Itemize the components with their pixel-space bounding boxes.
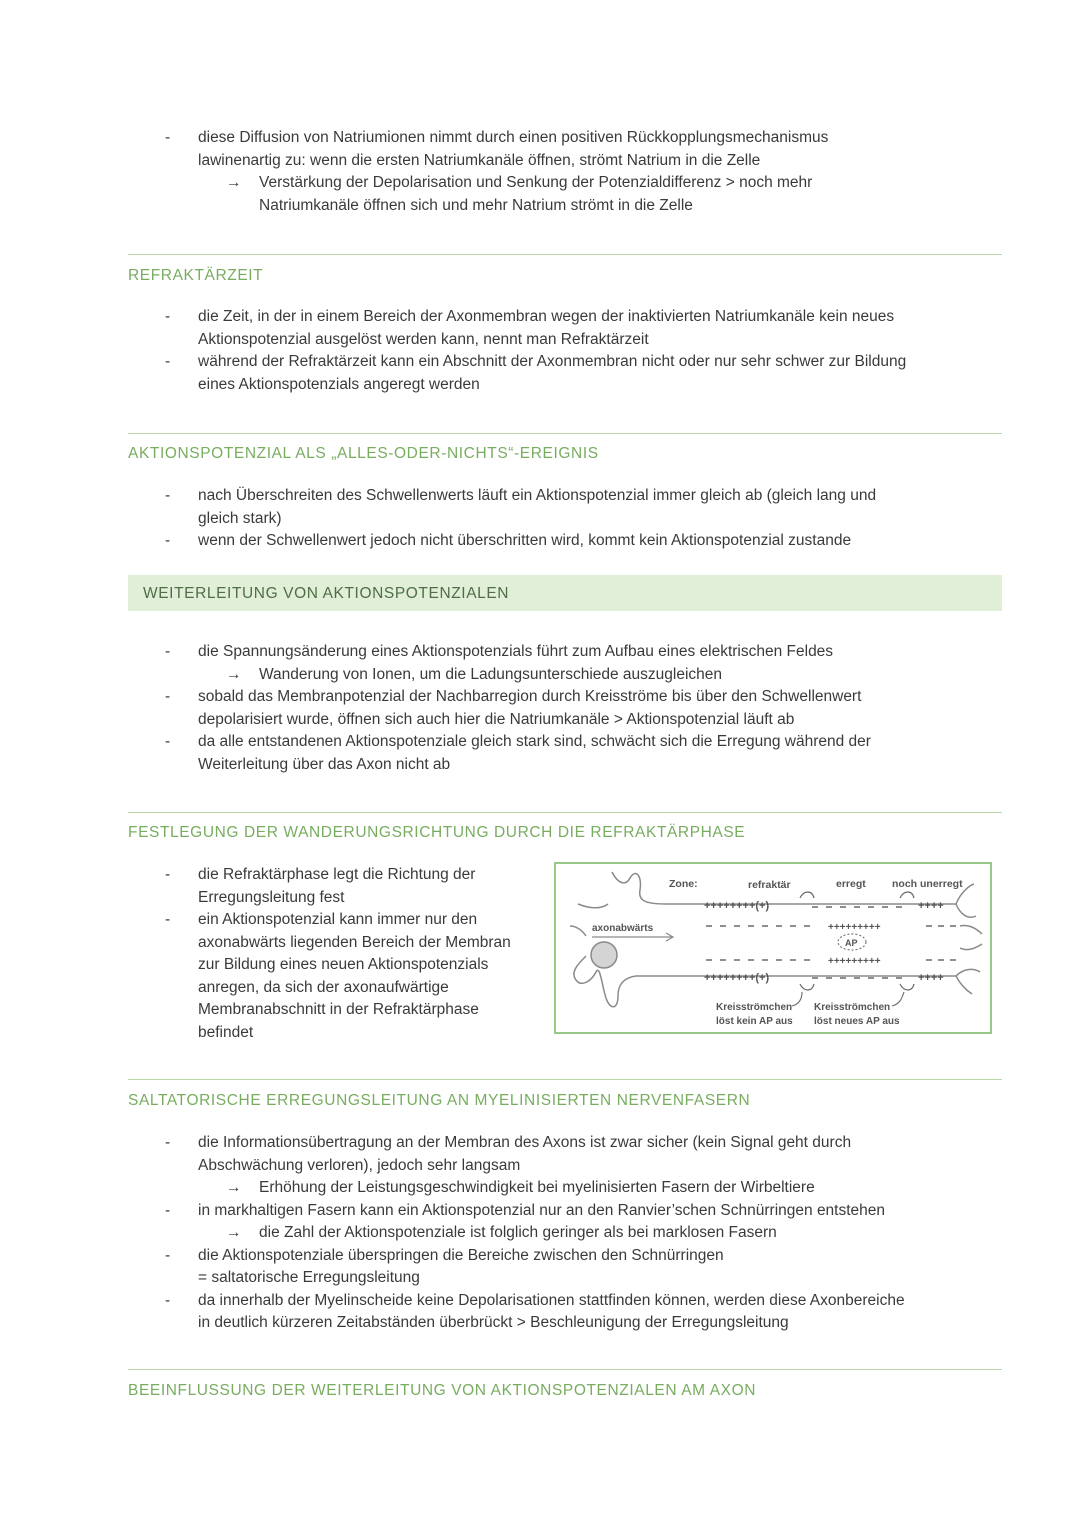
bullet-item xyxy=(0,530,1080,553)
inner-plus-charges-2: +++++++++ xyxy=(828,956,881,967)
bullet-dash: - xyxy=(165,688,171,705)
bullet-dash: - xyxy=(165,643,171,660)
bullet-item xyxy=(0,1245,1080,1268)
bullet-text: nach Überschreiten des Schwellenwerts läuft ein Aktionspotenzial immer gleich ab (gleich lang und xyxy=(198,487,877,504)
bullet-text: da innerhalb der Myelinscheide keine Depolarisationen stattfinden können, werden diese Axonbereiche xyxy=(198,1291,905,1309)
bullet-continuation xyxy=(0,754,1080,777)
bullet-dash: - xyxy=(165,487,171,504)
section-heading-alles-oder-nichts: AKTIONSPOTENZIAL ALS „ALLES-ODER-NICHTS“-EREIGNIS xyxy=(128,445,599,462)
section-heading-saltatorisch: SALTATORISCHE ERREGUNGSLEITUNG AN MYELINISIERTEN NERVENFASERN xyxy=(128,1092,751,1109)
bullet-dash: - xyxy=(165,1134,171,1151)
arrow-text: Wanderung von Ionen, um die Ladungsunterschiede auszugleichen xyxy=(259,665,723,683)
bullet-text: die Informationsübertragung an der Membran des Axons ist zwar sicher (kein Signal geht durch xyxy=(198,1134,852,1151)
inner-plus-charges: +++++++++ xyxy=(828,922,881,933)
bullet-dash: - xyxy=(165,866,171,883)
axon-illustration xyxy=(556,864,990,1032)
bullet-text: da alle entstandenen Aktionspotenziale gleich stark sind, schwächt sich die Erregung während der xyxy=(198,733,871,750)
arrow-continuation xyxy=(0,195,1080,218)
direction-arrow-icon xyxy=(592,933,673,941)
bullet-text: eines Aktionspotenzials angeregt werden xyxy=(198,375,480,393)
bullet-text: = saltatorische Erregungsleitung xyxy=(198,1269,420,1286)
bullet-text: gleich stark) xyxy=(198,509,282,527)
bullet-text: lawinenartig zu: wenn die ersten Natriumkanäle öffnen, strömt Natrium in die Zelle xyxy=(198,151,761,169)
refraktaerzeit-section xyxy=(0,306,1080,396)
bullet-text: diese Diffusion von Natriumionen nimmt durch einen positiven Rückkopplungsmechanismus xyxy=(198,129,829,146)
arrow-right-icon: → xyxy=(226,1179,242,1196)
saltatorisch-section xyxy=(0,1132,1080,1335)
circular-current-left-icon xyxy=(800,892,814,898)
bullet-text: Erregungsleitung fest xyxy=(198,888,345,906)
arrow-item xyxy=(0,1177,1080,1200)
bullet-text: wenn der Schwellenwert jedoch nicht überschritten wird, kommt kein Aktionspotenzial zustande xyxy=(198,532,852,549)
bullet-text: Abschwächung verloren), jedoch sehr langsam xyxy=(198,1156,521,1174)
bullet-text: anregen, da sich der axonaufwärtige xyxy=(198,978,449,996)
circular-current-bottom-left-icon xyxy=(800,984,814,990)
bullet-dash: - xyxy=(165,1291,171,1309)
bullet-text: die Aktionspotenziale überspringen die Bereiche zwischen den Schnürringen xyxy=(198,1246,724,1264)
bullet-text: befindet xyxy=(198,1023,254,1041)
bullet-continuation xyxy=(0,374,1080,397)
bullet-continuation xyxy=(0,1155,1080,1178)
bullet-text: die Refraktärphase legt die Richtung der xyxy=(198,866,476,883)
caption-right-line2: löst neues AP aus xyxy=(814,1016,900,1027)
bullet-text: zur Bildung eines neuen Aktionspotenzials xyxy=(198,956,489,973)
bullet-text: Weiterleitung über das Axon nicht ab xyxy=(198,755,451,773)
action-potential-diagram xyxy=(554,862,992,1034)
bullet-continuation xyxy=(0,150,1080,173)
bullet-item xyxy=(0,127,1080,150)
arrow-text: die Zahl der Aktionspotenziale ist folglich geringer als bei marklosen Fasern xyxy=(259,1224,777,1241)
bullet-dash: - xyxy=(165,129,171,146)
bullet-item xyxy=(0,1290,1080,1313)
circular-current-right-icon xyxy=(900,892,914,898)
circular-current-bottom-right-icon xyxy=(900,984,914,990)
arrow-text: Natriumkanäle öffnen sich und mehr Natrium strömt in die Zelle xyxy=(259,196,693,214)
arrow-text: Verstärkung der Depolarisation und Senkung der Potenzialdifferenz > noch mehr xyxy=(259,174,813,191)
bullet-text: Membranabschnitt in der Refraktärphase xyxy=(198,1001,479,1018)
section-divider xyxy=(128,1369,1002,1370)
alles-oder-nichts-section xyxy=(0,485,1080,553)
section-divider xyxy=(128,812,1002,813)
bullet-dash: - xyxy=(165,733,171,750)
bottom-plus-charges-right: ++++ xyxy=(918,972,944,984)
bullet-text: in deutlich kürzeren Zeitabständen überbrückt > Beschleunigung der Erregungsleitung xyxy=(198,1314,789,1331)
bullet-text: während der Refraktärzeit kann ein Abschnitt der Axonmembran nicht oder nur sehr schwer zur Bildung xyxy=(198,353,907,370)
bullet-continuation xyxy=(0,329,1080,352)
bullet-continuation xyxy=(0,709,1080,732)
section-divider xyxy=(128,254,1002,255)
weiterleitung-section xyxy=(0,641,1080,776)
bottom-plus-charges: ++++++++(+) xyxy=(704,972,770,984)
bullet-dash: - xyxy=(165,532,171,549)
bullet-item xyxy=(0,1200,1080,1223)
section-heading-refraktaerzeit: REFRAKTÄRZEIT xyxy=(128,267,264,284)
direction-label: axonabwärts xyxy=(592,923,654,934)
intro-section xyxy=(0,127,1080,217)
bullet-text: ein Aktionspotenzial kann immer nur den xyxy=(198,911,478,928)
bullet-continuation xyxy=(0,1267,1080,1290)
caption-left-line1: Kreisströmchen xyxy=(716,1002,793,1013)
section-heading-festlegung: FESTLEGUNG DER WANDERUNGSRICHTUNG DURCH DIE REFRAKTÄRPHASE xyxy=(128,824,746,841)
zone-refractory-label: refraktär xyxy=(748,879,791,891)
arrow-item xyxy=(0,1222,1080,1245)
bullet-continuation xyxy=(0,1312,1080,1335)
bullet-item xyxy=(0,1132,1080,1155)
bullet-item xyxy=(0,485,1080,508)
bullet-item xyxy=(0,351,1080,374)
bullet-text: die Spannungsänderung eines Aktionspotenzials führt zum Aufbau eines elektrischen Feldes xyxy=(198,643,834,660)
section-divider xyxy=(128,433,1002,434)
bullet-dash: - xyxy=(165,353,171,370)
nucleus-shape xyxy=(591,942,617,968)
section-heading-beeinflussung: BEEINFLUSSUNG DER WEITERLEITUNG VON AKTIONSPOTENZIALEN AM AXON xyxy=(128,1382,757,1399)
top-plus-charges: ++++++++(+) xyxy=(704,900,770,912)
arrow-right-icon: → xyxy=(226,174,242,191)
bullet-text: axonabwärts liegenden Bereich der Membran xyxy=(198,933,511,951)
bullet-text: die Zeit, in der in einem Bereich der Axonmembran wegen der inaktivierten Natriumkanäle kein neues xyxy=(198,308,895,325)
ap-label: AP xyxy=(845,938,858,948)
bullet-text: sobald das Membranpotenzial der Nachbarregion durch Kreisströme bis über den Schwellenwert xyxy=(198,688,862,705)
section-heading-weiterleitung: WEITERLEITUNG VON AKTIONSPOTENZIALEN xyxy=(143,585,510,602)
zone-label: Zone: xyxy=(669,878,698,890)
arrow-item xyxy=(0,664,1080,687)
highlighted-heading-bar xyxy=(128,575,1002,611)
bullet-item xyxy=(0,306,1080,329)
bullet-text: depolarisiert wurde, öffnen sich auch hier die Natriumkanäle > Aktionspotenzial läuft ab xyxy=(198,710,795,728)
caption-pointer-left xyxy=(792,992,802,1006)
bullet-text: Aktionspotenzial ausgelöst werden kann, nennt man Refraktärzeit xyxy=(198,330,649,348)
top-plus-charges-right: ++++ xyxy=(918,900,944,912)
bullet-dash: - xyxy=(165,308,171,325)
arrow-right-icon: → xyxy=(226,1224,242,1241)
caption-left-line2: löst kein AP aus xyxy=(716,1016,793,1027)
caption-right-line1: Kreisströmchen xyxy=(814,1002,891,1013)
arrow-right-icon: → xyxy=(226,665,242,683)
bullet-item xyxy=(0,686,1080,709)
bullet-item xyxy=(0,731,1080,754)
arrow-item xyxy=(0,172,1080,195)
arrow-text: Erhöhung der Leistungsgeschwindigkeit bei myelinisierten Fasern der Wirbeltiere xyxy=(259,1179,815,1196)
section-divider xyxy=(128,1079,1002,1080)
zone-excited-label: erregt xyxy=(836,878,866,890)
bullet-dash: - xyxy=(165,1201,171,1219)
neuron-dendrite-outline xyxy=(570,904,972,1007)
axon-terminal-branches xyxy=(956,904,982,976)
bullet-text: in markhaltigen Fasern kann ein Aktionspotenzial nur an den Ranvier’schen Schnürringen entstehen xyxy=(198,1201,886,1219)
caption-pointer-right xyxy=(892,992,904,1006)
bullet-dash: - xyxy=(165,1246,171,1264)
bullet-continuation xyxy=(0,508,1080,531)
bullet-item xyxy=(0,641,1080,664)
bullet-dash: - xyxy=(165,911,171,928)
zone-unexcited-label: noch unerregt xyxy=(892,878,963,890)
